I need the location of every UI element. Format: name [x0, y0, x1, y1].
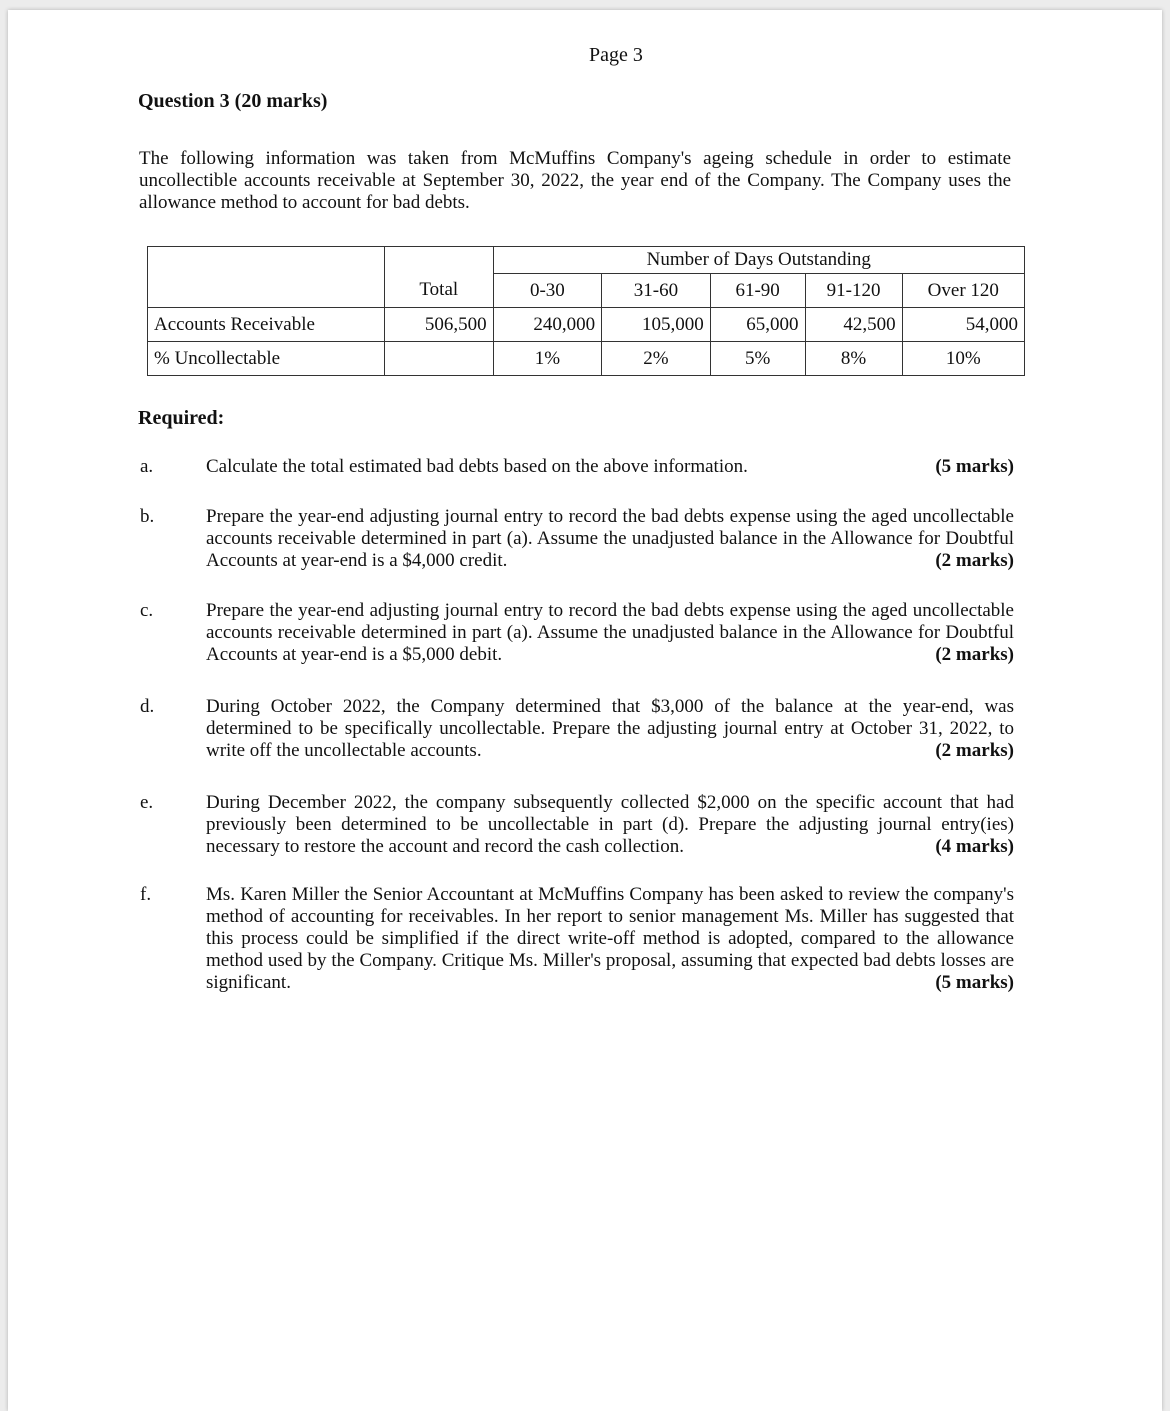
item-letter: a. — [140, 456, 154, 477]
cell-ar-over-120: 54,000 — [902, 308, 1024, 342]
item-letter: b. — [140, 506, 155, 527]
item-body: Calculate the total estimated bad debts based on the above information. — [206, 456, 748, 477]
cell-pct-61-90: 5% — [710, 342, 805, 376]
item-marks: (5 marks) — [935, 972, 1014, 993]
cell-ar-31-60: 105,000 — [602, 308, 711, 342]
table-corner-cell-lower — [148, 274, 385, 308]
document-page — [8, 10, 1162, 1411]
cell-pct-total — [385, 342, 494, 376]
cell-ar-total: 506,500 — [385, 308, 494, 342]
list-item — [140, 884, 1018, 1000]
item-letter: e. — [140, 792, 154, 813]
item-marks: (4 marks) — [935, 836, 1014, 857]
item-body: During October 2022, the Company determined that $3,000 of the balance at the year-end, was determined to be specifically uncollectable. Prepare the adjusting journal entry at October 31, 2022, to write off the uncollectable accounts. — [206, 696, 1014, 761]
item-body: Prepare the year-end adjusting journal entry to record the bad debts expense using the aged uncollectable accounts receivable determined in part (a). Assume the unadjusted balance in the Allowance for Doubtful Accounts at year-end is a $4,000 credit. — [206, 506, 1014, 571]
list-item — [140, 600, 1018, 670]
cell-pct-0-30: 1% — [493, 342, 602, 376]
cell-ar-91-120: 42,500 — [805, 308, 902, 342]
item-text — [206, 600, 1014, 666]
list-item — [140, 506, 1018, 576]
table-total-spacer — [385, 247, 494, 274]
column-header-total: Total — [385, 274, 494, 308]
item-text — [206, 884, 1014, 994]
column-header-over-120: Over 120 — [902, 274, 1024, 308]
list-item — [140, 456, 1018, 480]
intro-paragraph: The following information was taken from McMuffins Company's ageing schedule in order to estimate uncollectible accounts receivable at September 30, 2022, the year end of the Company. The Company uses the allowance method to account for bad debts. — [139, 148, 1011, 213]
row-label-accounts-receivable: Accounts Receivable — [148, 308, 385, 342]
group-header: Number of Days Outstanding — [493, 247, 1024, 274]
list-item — [140, 792, 1018, 862]
required-heading: Required: — [138, 407, 225, 429]
cell-pct-over-120: 10% — [902, 342, 1024, 376]
item-body: Prepare the year-end adjusting journal entry to record the bad debts expense using the aged uncollectable accounts receivable determined in part (a). Assume the unadjusted balance in the Allowance for Doubtful Accounts at year-end is a $5,000 debit. — [206, 600, 1014, 665]
cell-pct-31-60: 2% — [602, 342, 711, 376]
aging-schedule-table — [147, 246, 1025, 376]
item-marks: (2 marks) — [935, 550, 1014, 571]
cell-ar-0-30: 240,000 — [493, 308, 602, 342]
item-text — [206, 506, 1014, 572]
item-letter: f. — [140, 884, 152, 905]
column-header-61-90: 61-90 — [710, 274, 805, 308]
item-letter: d. — [140, 696, 155, 717]
item-text — [206, 792, 1014, 858]
cell-ar-61-90: 65,000 — [710, 308, 805, 342]
table-corner-cell — [148, 247, 385, 274]
item-text — [206, 456, 1014, 478]
item-letter: c. — [140, 600, 154, 621]
cell-pct-91-120: 8% — [805, 342, 902, 376]
page-number: Page 3 — [589, 44, 643, 66]
item-body: During December 2022, the company subsequently collected $2,000 on the specific account that had previously been determined to be uncollectable in part (d). Prepare the adjusting journal entry(ies) necessary to restore the account and record the cash collection. — [206, 792, 1014, 857]
item-marks: (5 marks) — [935, 456, 1014, 477]
item-body: Ms. Karen Miller the Senior Accountant at McMuffins Company has been asked to review the company's method of accounting for receivables. In her report to senior management Ms. Miller has suggested that this process could be simplified if the direct write-off method is adopted, compared to the allowance method used by the Company. Critique Ms. Miller's proposal, assuming that expected bad debts losses are significant. — [206, 884, 1014, 993]
table-row — [148, 342, 1025, 376]
item-marks: (2 marks) — [935, 644, 1014, 665]
row-label-uncollectable: % Uncollectable — [148, 342, 385, 376]
column-header-0-30: 0-30 — [493, 274, 602, 308]
item-marks: (2 marks) — [935, 740, 1014, 761]
column-header-91-120: 91-120 — [805, 274, 902, 308]
list-item — [140, 696, 1018, 766]
item-text — [206, 696, 1014, 762]
table-column-header-row — [148, 274, 1025, 308]
table-row — [148, 308, 1025, 342]
table-group-header-row — [148, 247, 1025, 274]
question-title: Question 3 (20 marks) — [138, 90, 328, 112]
column-header-31-60: 31-60 — [602, 274, 711, 308]
